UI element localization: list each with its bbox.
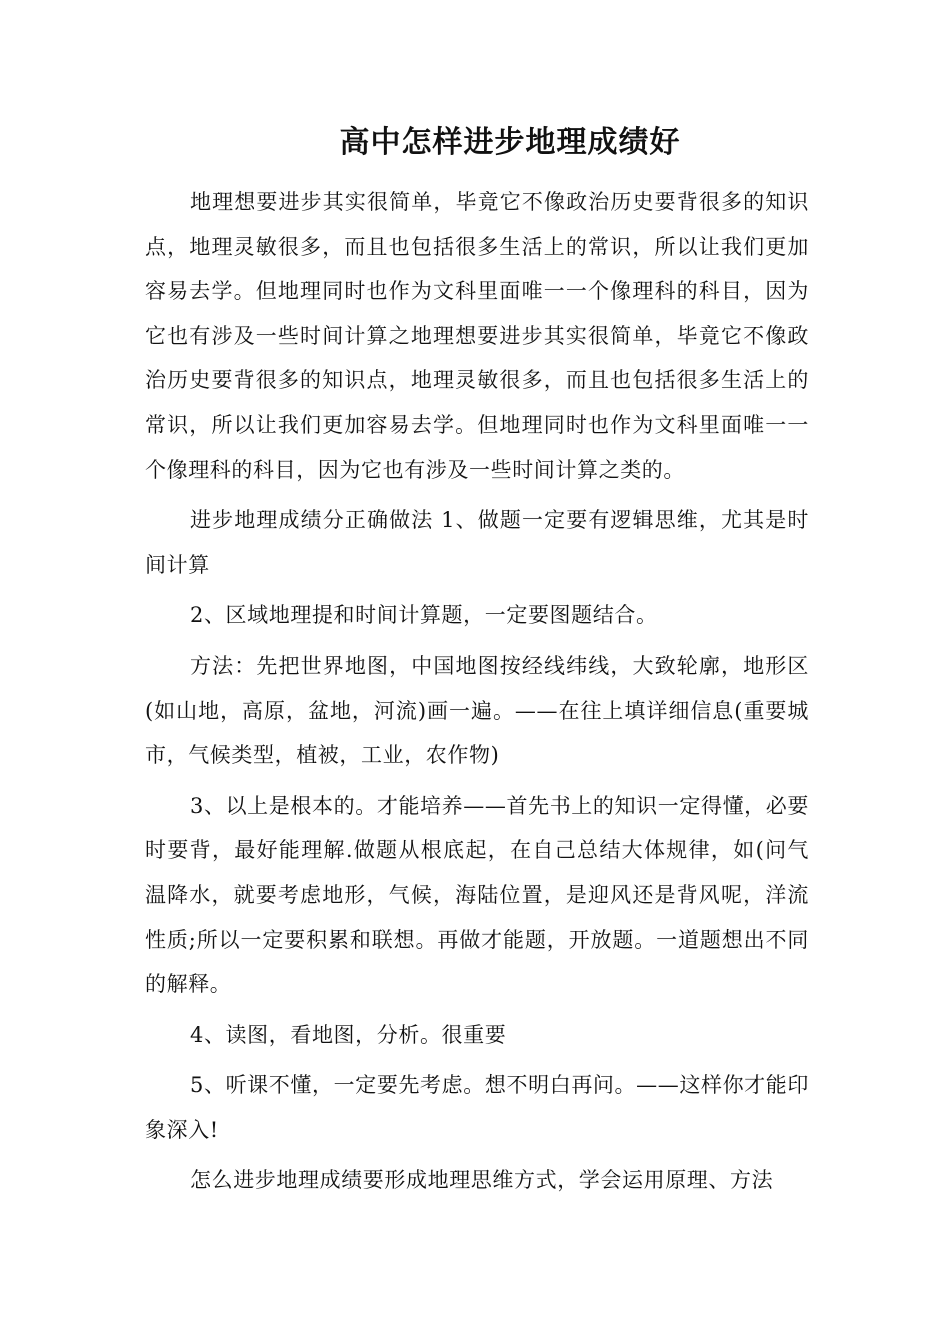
document-body [145, 180, 809, 1209]
paragraph: 4、读图，看地图，分析。很重要 [190, 1022, 507, 1047]
paragraph: 怎么进步地理成绩要形成地理思维方式，学会运用原理、方法 [190, 1168, 774, 1193]
paragraph: 地理想要进步其实很简单，毕竟它不像政治历史要背很多的知识点，地理灵敏很多，而且也包括很多生活上的常识，所以让我们更加容易去学。但地理同时也作为文科里面唯一一个像理科的科目，因为它也有涉及一些时间计算之地理想要进步其实很简单，毕竟它不像政治历史要背很多的知识点，地理灵敏很多，而且也包括很多生活上的常识，所以让我们更加容易去学。但地理同时也作为文科里面唯一一个像理科的科目，因为它也有涉及一些时间计算之类的。 [145, 190, 809, 482]
paragraph: 3、以上是根本的。才能培养——首先书上的知识一定得懂，必要时要背，最好能理解.做题从根底起，在自己总结大体规律，如(问气温降水，就要考虑地形，气候，海陆位置，是迎风还是背风呢，洋流性质;所以一定要积累和联想。再做才能题，开放题。一道题想出不同的解释。 [145, 793, 809, 997]
paragraph: 2、区域地理提和时间计算题，一定要图题结合。 [190, 603, 658, 628]
document-title: 高中怎样进步地理成绩好 [339, 125, 681, 160]
paragraph: 5、听课不懂，一定要先考虑。想不明白再问。——这样你才能印象深入! [145, 1073, 809, 1142]
paragraph: 方法：先把世界地图，中国地图按经线纬线，大致轮廓，地形区(如山地，高原，盆地，河流)画一遍。——在往上填详细信息(重要城市，气候类型，植被，工业，农作物) [145, 653, 809, 768]
paragraph: 进步地理成绩分正确做法 1、做题一定要有逻辑思维，尤其是时间计算 [145, 508, 809, 577]
